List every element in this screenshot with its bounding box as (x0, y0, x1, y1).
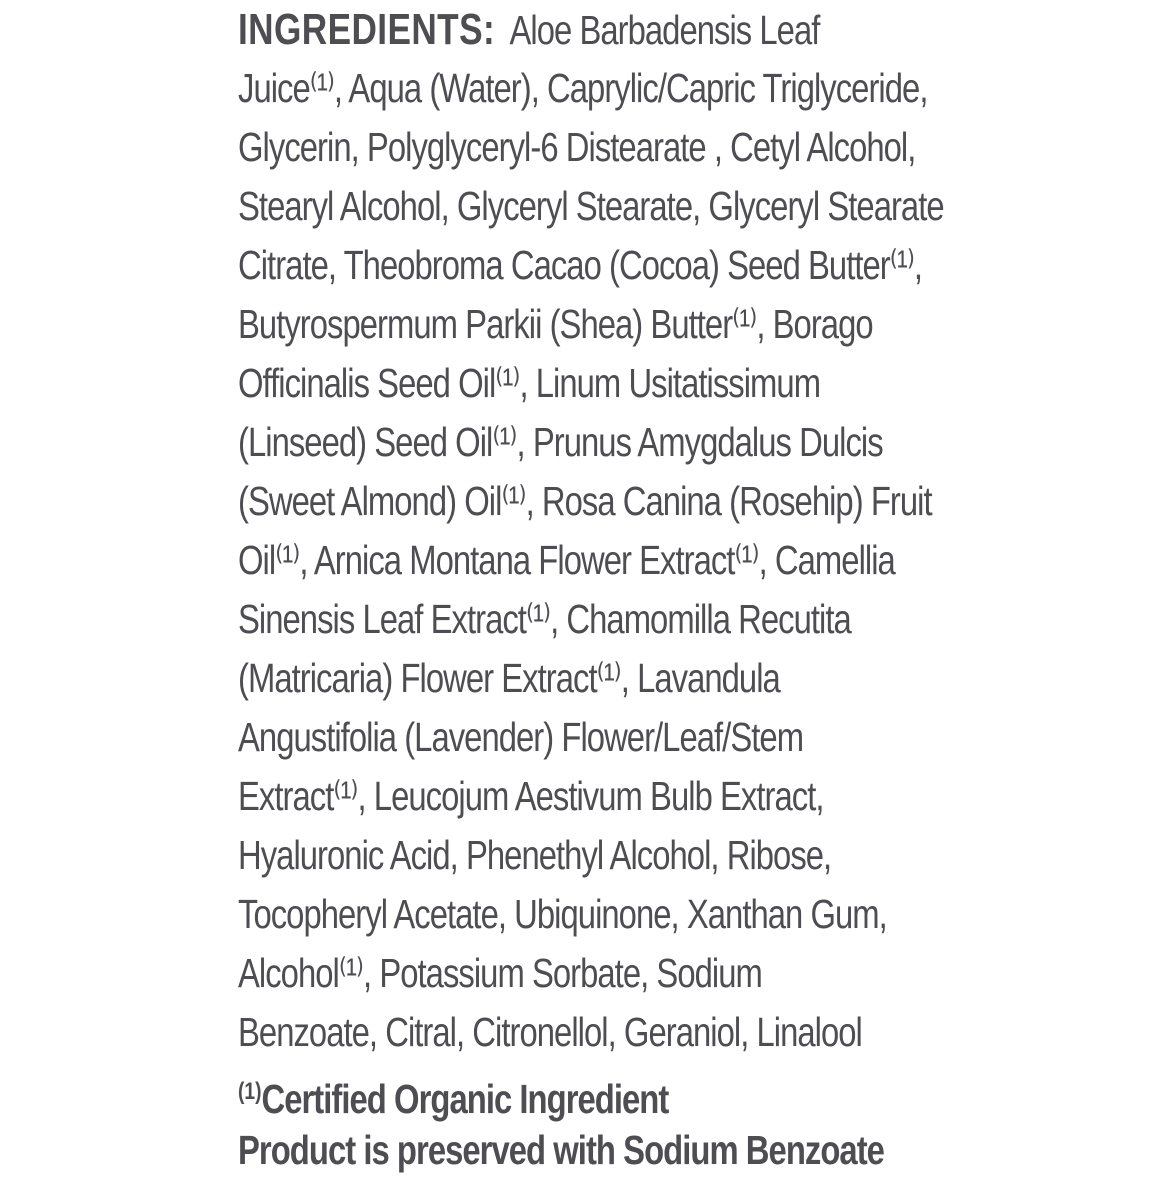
ingredients-line-1 (238, 0, 820, 59)
ingredients-line-11: Sinensis Leaf Extract⁽¹⁾, Chamomilla Recutita (238, 596, 851, 642)
ingredients-line-8: (Linseed) Seed Oil⁽¹⁾, Prunus Amygdalus Dulcis (238, 419, 883, 465)
ingredients-heading: INGREDIENTS: (238, 5, 496, 54)
ingredients-line-3: Glycerin, Polyglyceryl-6 Distearate , Cetyl Alcohol, (238, 124, 916, 170)
ingredients-line-14: Extract⁽¹⁾, Leucojum Aestivum Bulb Extract, (238, 773, 824, 819)
ingredients-panel (238, 0, 944, 1180)
ingredients-line-15: Hyaluronic Acid, Phenethyl Alcohol, Ribose, (238, 832, 832, 878)
ingredients-line-5: Citrate, Theobroma Cacao (Cocoa) Seed Butter⁽¹⁾, (238, 242, 923, 288)
footnote-marker: (1) (238, 1078, 262, 1105)
ingredients-line-17: Alcohol⁽¹⁾, Potassium Sorbate, Sodium (238, 950, 762, 996)
ingredients-line-10: Oil⁽¹⁾, Arnica Montana Flower Extract⁽¹⁾, Camellia (238, 537, 895, 583)
ingredients-line-7: Officinalis Seed Oil⁽¹⁾, Linum Usitatissimum (238, 360, 821, 406)
ingredients-line-6: Butyrospermum Parkii (Shea) Butter⁽¹⁾, Borago (238, 301, 873, 347)
preservative-note: Product is preserved with Sodium Benzoate (238, 1127, 884, 1173)
ingredients-line-18: Benzoate, Citral, Citronellol, Geraniol, Linalool (238, 1009, 862, 1055)
ingredients-line-4: Stearyl Alcohol, Glyceryl Stearate, Glyceryl Stearate (238, 183, 944, 229)
ingredients-line-2: Juice⁽¹⁾, Aqua (Water), Caprylic/Capric Triglyceride, (238, 65, 928, 111)
footnote-text: Certified Organic Ingredient (261, 1076, 669, 1122)
ingredients-line-12: (Matricaria) Flower Extract⁽¹⁾, Lavandula (238, 655, 780, 701)
ingredients-text: Aloe Barbadensis Leaf (509, 7, 820, 53)
ingredients-line-13: Angustifolia (Lavender) Flower/Leaf/Stem (238, 714, 804, 760)
organic-footnote (238, 1062, 798, 1121)
ingredients-line-16: Tocopheryl Acetate, Ubiquinone, Xanthan Gum, (238, 891, 887, 937)
ingredients-line-9: (Sweet Almond) Oil⁽¹⁾, Rosa Canina (Rosehip) Fruit (238, 478, 932, 524)
